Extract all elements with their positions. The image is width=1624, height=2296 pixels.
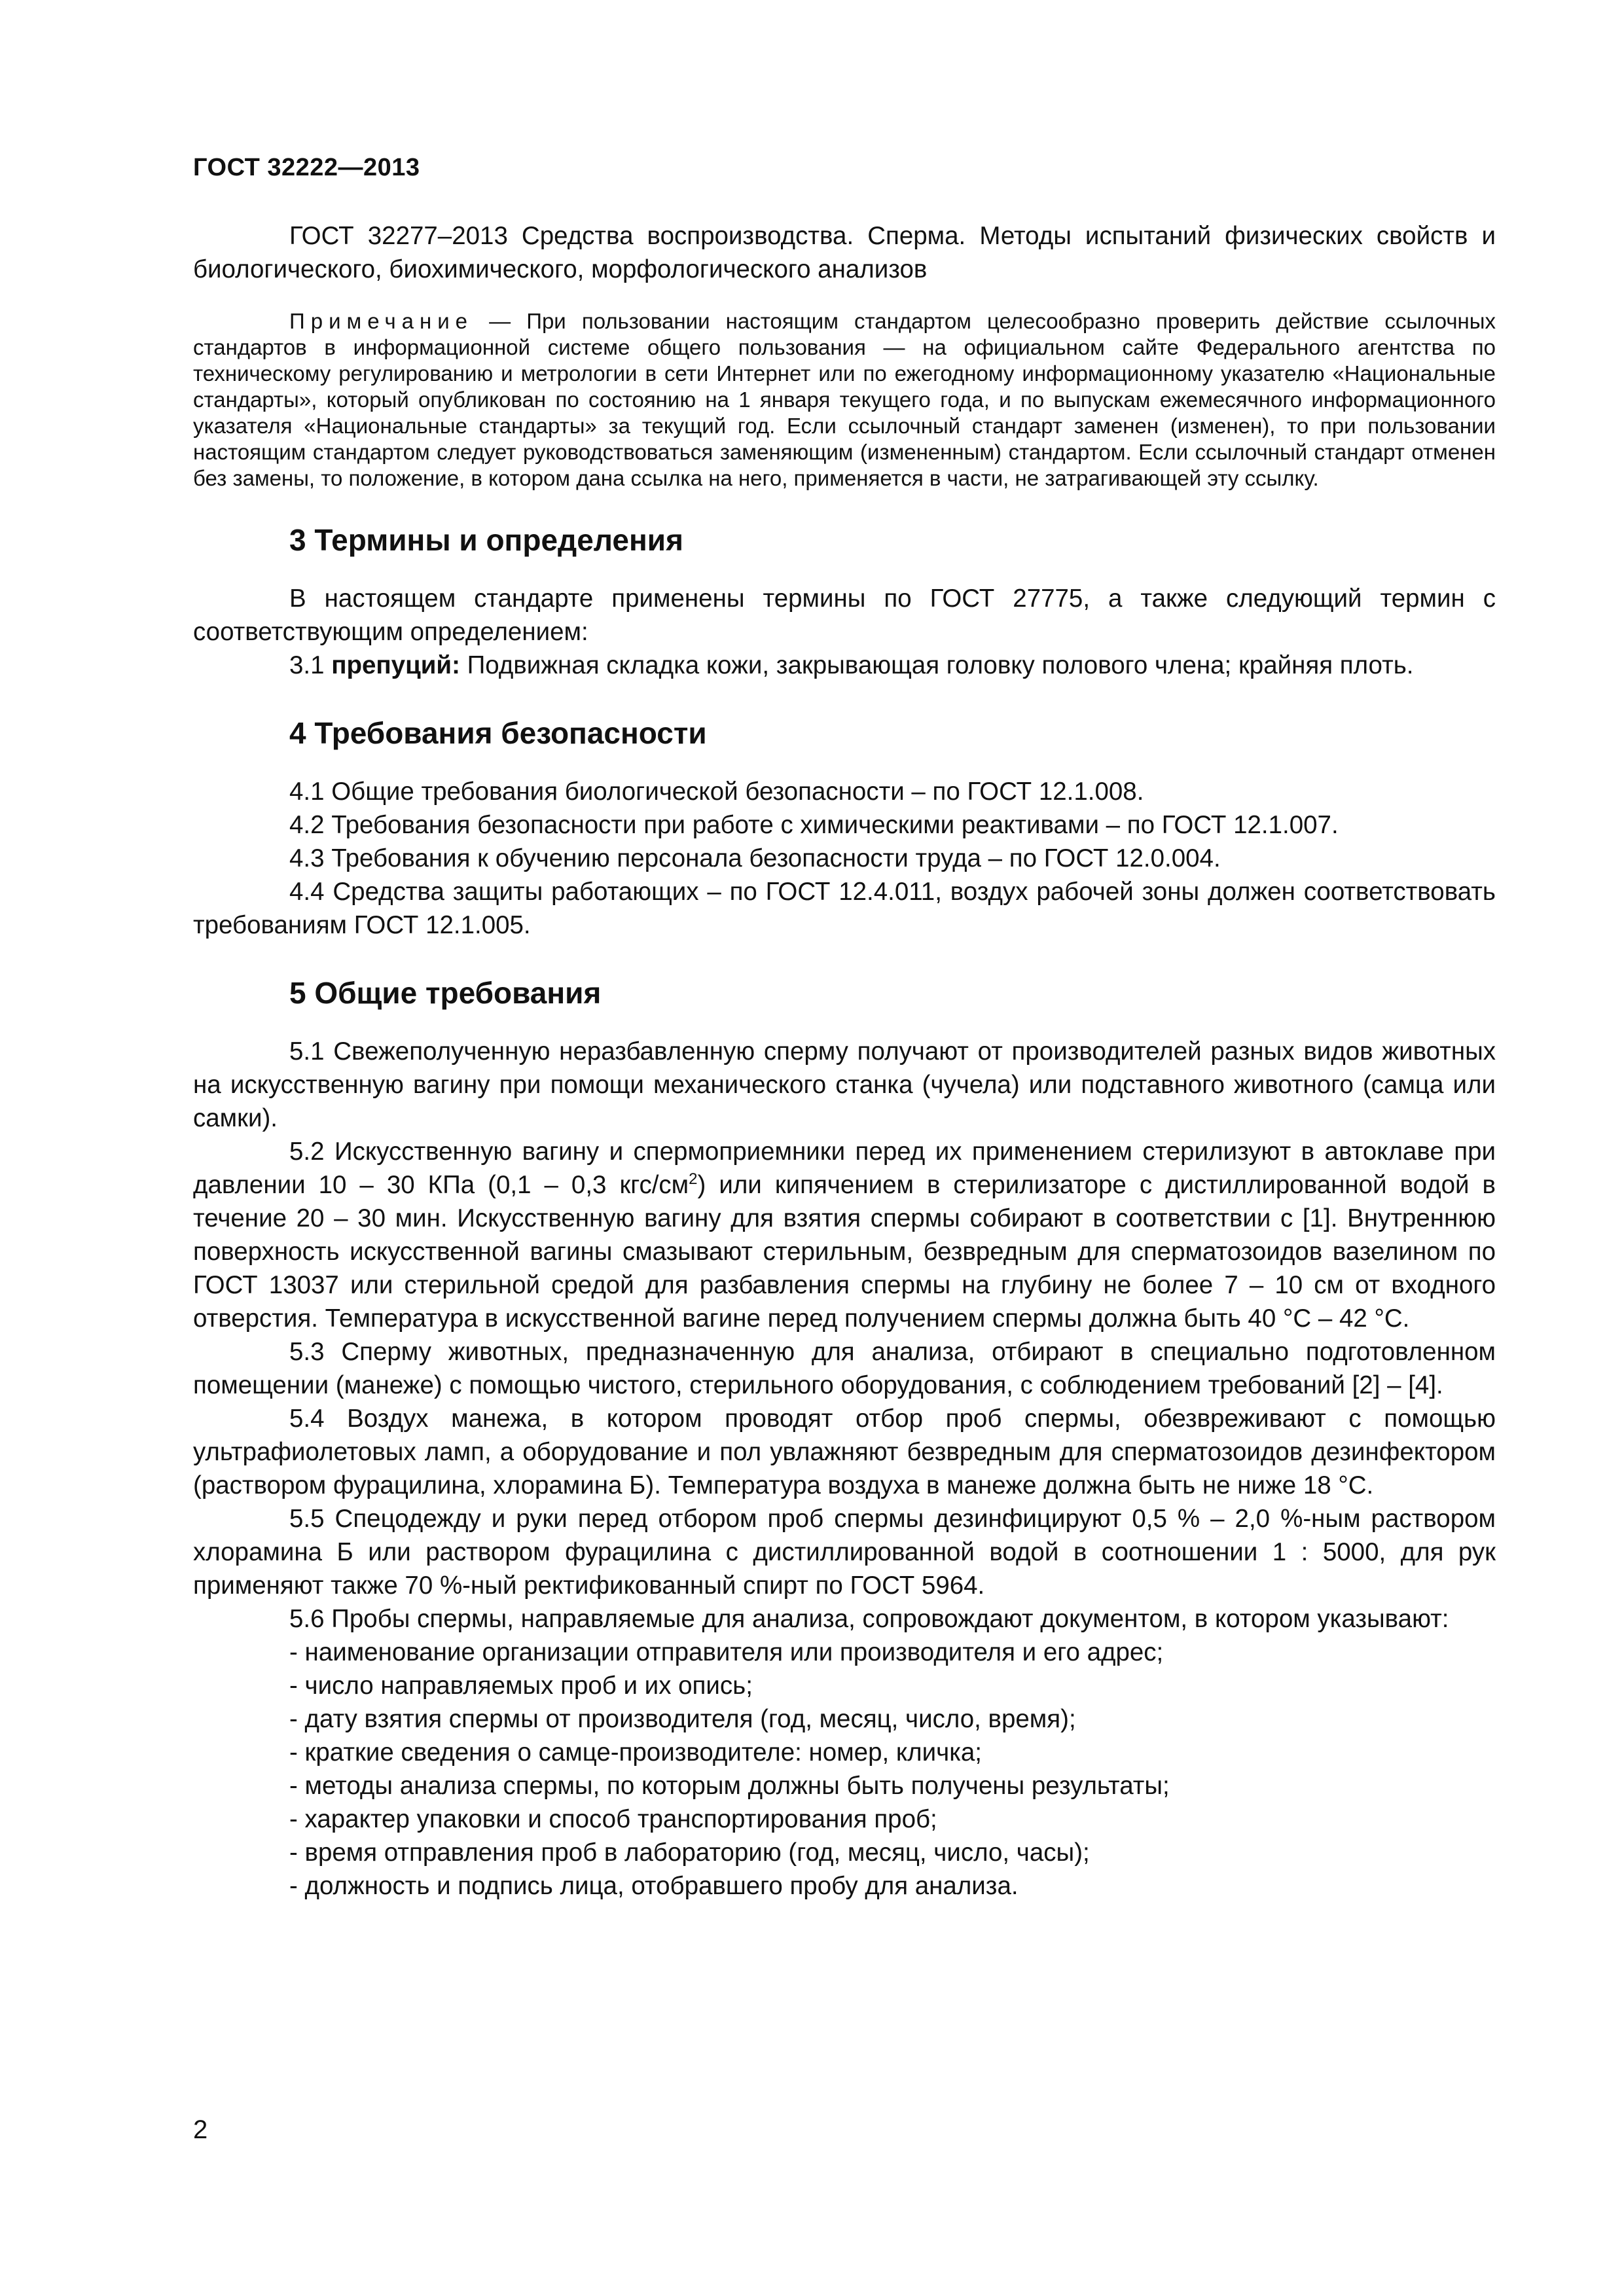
note-text: — При пользовании настоящим стандартом целесообразно проверить действие ссылочных стандартов в информационной системе общего пользования — на официальном сайте Федерального агентства по техническому регулированию и метрологии в сети Интернет или по ежегодному информационному указателю «Национальные стандарты», который опубликован по состоянию на 1 января текущего года, и по выпускам ежемесячного информационного указателя «Национальные стандарты» за текущий год. Если ссылочный стандарт заменен (изменен), то при пользовании настоящим стандартом следует руководствоваться заменяющим (измененным) стандартом. Если ссылочный стандарт отменен без замены, то положение, в котором дана ссылка на него, применяется в части, не затрагивающей эту ссылку. [193,309,1496,490]
clause-5-3: 5.3 Сперму животных, предназначенную для анализа, отбирают в специально подготовленном помещении (манеже) с помощью чистого, стерильного оборудования, с соблюдением требований [2] – [4]. [193,1338,1496,1399]
list-item: - наименование организации отправителя или производителя и его адрес; [289,1638,1164,1666]
section-4-heading: 4 Требования безопасности [289,716,707,750]
list-item: - должность и подпись лица, отобравшего пробу для анализа. [289,1872,1019,1900]
document-fields-list [193,1636,1496,1903]
clause-5-4: 5.4 Воздух манежа, в котором проводят отбор проб спермы, обезвреживают с помощью ультрафиолетовых ламп, а оборудование и пол увлажняют безвредным для сперматозоидов дезинфектором (раствором фурацилина, хлорамина Б). Температура воздуха в манеже должна быть не ниже 18 °С. [193,1405,1496,1499]
clause-4-2: 4.2 Требования безопасности при работе с химическими реактивами – по ГОСТ 12.1.007. [289,811,1339,839]
term-3-1 [193,649,1496,682]
note-paragraph [193,308,1496,492]
clause-4-1: 4.1 Общие требования биологической безопасности – по ГОСТ 12.1.008. [289,778,1144,806]
clause-5-5: 5.5 Спецодежду и руки перед отбором проб спермы дезинфицируют 0,5 % – 2,0 %-ным раствором хлорамина Б или раствором фурацилина с дистиллированной водой в соотношении 1 : 5000, для рук применяют также 70 %-ный ректификованный спирт по ГОСТ 5964. [193,1505,1496,1600]
clause-5-2 [193,1135,1496,1335]
standard-code-header: ГОСТ 32222—2013 [193,154,420,181]
list-item: - краткие сведения о самце-производителе: номер, кличка; [289,1738,982,1767]
list-item: - методы анализа спермы, по которым должны быть получены результаты; [289,1772,1170,1800]
term-name: препуций: [331,651,460,679]
list-item: - число направляемых проб и их опись; [289,1672,753,1700]
term-number: 3.1 [289,651,332,679]
page-number: 2 [193,2115,208,2144]
clause-5-2-part-b: ) или кипячением в стерилизаторе с дистиллированной водой в течение 20 – 30 мин. Искусственную вагину для взятия спермы собирают в соответствии с [1]. Внутреннюю поверхность искусственной вагины смазывают стерильным, безвредным для сперматозоидов вазелином по ГОСТ 13037 или стерильной средой для разбавления спермы на глубину не более 7 – 10 см от входного отверстия. Температура в искусственной вагине перед получением спермы должна быть 40 °С – 42 °С. [193,1171,1496,1333]
clause-5-2-part-a: 5.2 Искусственную вагину и спермоприемники перед их применением стерилизуют в автоклаве при давлении 10 – 30 КПа (0,1 – 0,3 кгс/см [193,1138,1496,1199]
section-3-heading: 3 Термины и определения [289,523,683,557]
clause-5-6: 5.6 Пробы спермы, направляемые для анализа, сопровождают документом, в котором указывают: [289,1605,1449,1633]
note-label: Примечание [289,309,474,333]
section-3-intro: В настоящем стандарте применены термины по ГОСТ 27775, а также следующий термин с соответствующим определением: [193,584,1496,646]
term-definition: Подвижная складка кожи, закрывающая головку полового члена; крайняя плоть. [460,651,1414,679]
list-item: - характер упаковки и способ транспортирования проб; [289,1805,937,1833]
clause-5-1: 5.1 Свежеполученную неразбавленную сперму получают от производителей разных видов животных на искусственную вагину при помощи механического станка (чучела) или подставного животного (самца или самки). [193,1037,1496,1132]
list-item: - время отправления проб в лабораторию (год, месяц, число, часы); [289,1839,1090,1867]
section-5-heading: 5 Общие требования [289,976,602,1010]
list-item: - дату взятия спермы от производителя (год, месяц, число, время); [289,1705,1076,1733]
clause-4-4: 4.4 Средства защиты работающих – по ГОСТ 12.4.011, воздух рабочей зоны должен соответствовать требованиям ГОСТ 12.1.005. [193,878,1496,939]
clause-4-3: 4.3 Требования к обучению персонала безопасности труда – по ГОСТ 12.0.004. [289,844,1221,872]
superscript-2: 2 [689,1170,698,1189]
page-content [193,219,1496,1903]
reference-gost-32277: ГОСТ 32277–2013 Средства воспроизводства. Сперма. Методы испытаний физических свойств и биологического, биохимического, морфологического анализов [193,222,1496,283]
